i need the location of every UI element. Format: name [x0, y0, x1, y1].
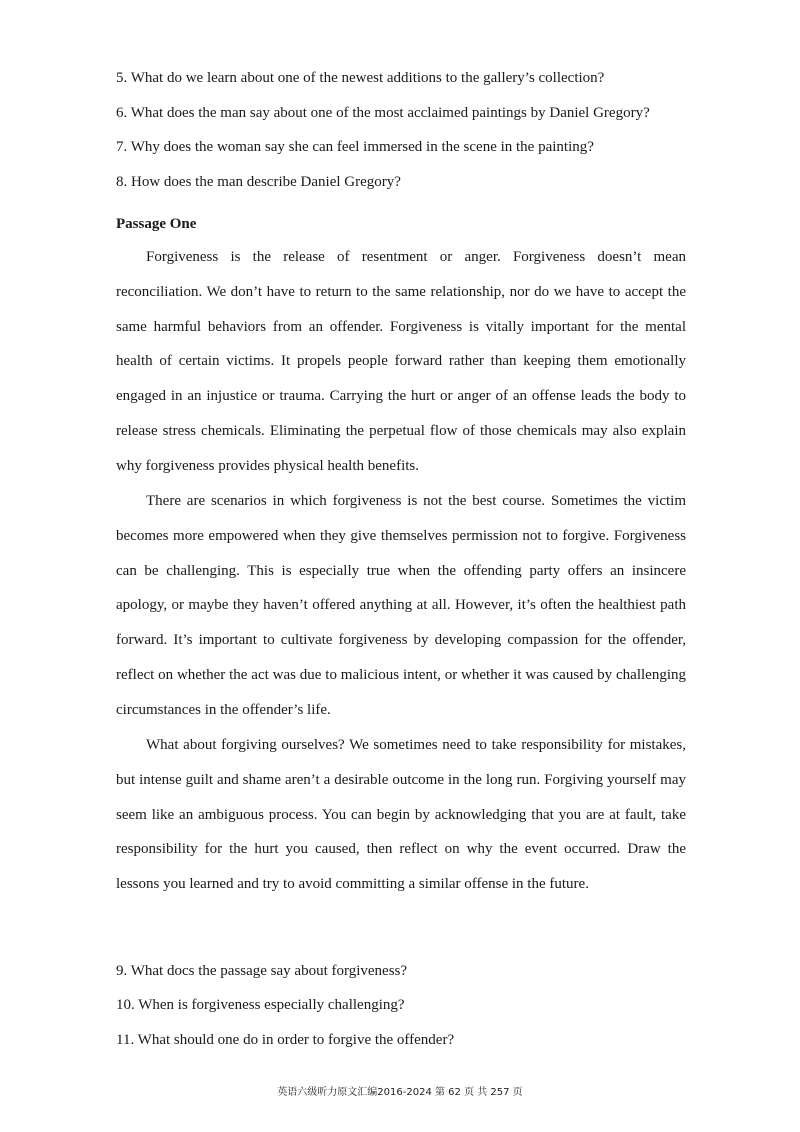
question-10: 10. When is forgiveness especially challenging?: [116, 997, 405, 1013]
passage-paragraph-2: There are scenarios in which forgiveness is not the best course. Sometimes the victim becomes more empowered when they give themselves permission not to forgive. Forgiveness can be challenging. This is especially true when the offending party offers an insincere apology, or maybe they haven’t offered anything at all. However, it’s often the healthiest path forward. It’s important to cultivate forgiveness by developing compassion for the offender, reflect on whether the act was due to malicious intent, or whether it was caused by challenging circumstances in the offender’s life.: [116, 493, 686, 718]
question-7: 7. Why does the woman say she can feel immersed in the scene in the painting?: [116, 139, 594, 155]
question-11: 11. What should one do in order to forgive the offender?: [116, 1032, 455, 1048]
question-8: 8. How does the man describe Daniel Gregory?: [116, 174, 401, 190]
question-6: 6. What does the man say about one of the most acclaimed paintings by Daniel Gregory?: [116, 105, 650, 121]
question-9: 9. What docs the passage say about forgiveness?: [116, 963, 408, 979]
passage-title: Passage One: [116, 216, 197, 232]
page-footer: 英语六级听力原文汇编2016-2024 第 62 页 共 257 页: [277, 1087, 523, 1098]
passage-paragraph-1: Forgiveness is the release of resentment or anger. Forgiveness doesn’t mean reconciliation. We don’t have to return to the same relationship, nor do we have to accept the same harmful behaviors from an offender. Forgiveness is vitally important for the mental health of certain victims. It propels people forward rather than keeping them emotionally engaged in an injustice or trauma. Carrying the hurt or anger of an offense leads the body to release stress chemicals. Eliminating the perpetual flow of those chemicals may also explain why forgiveness provides physical health benefits.: [116, 249, 686, 474]
question-5: 5. What do we learn about one of the newest additions to the gallery’s collection?: [116, 70, 605, 86]
passage-paragraph-3: What about forgiving ourselves? We sometimes need to take responsibility for mistakes, but intense guilt and shame aren’t a desirable outcome in the long run. Forgiving yourself may seem like an ambiguous process. You can begin by acknowledging that you are at fault, take responsibility for the hurt you caused, then reflect on why the event occurred. Draw the lessons you learned and try to avoid committing a similar offense in the future.: [116, 737, 686, 893]
